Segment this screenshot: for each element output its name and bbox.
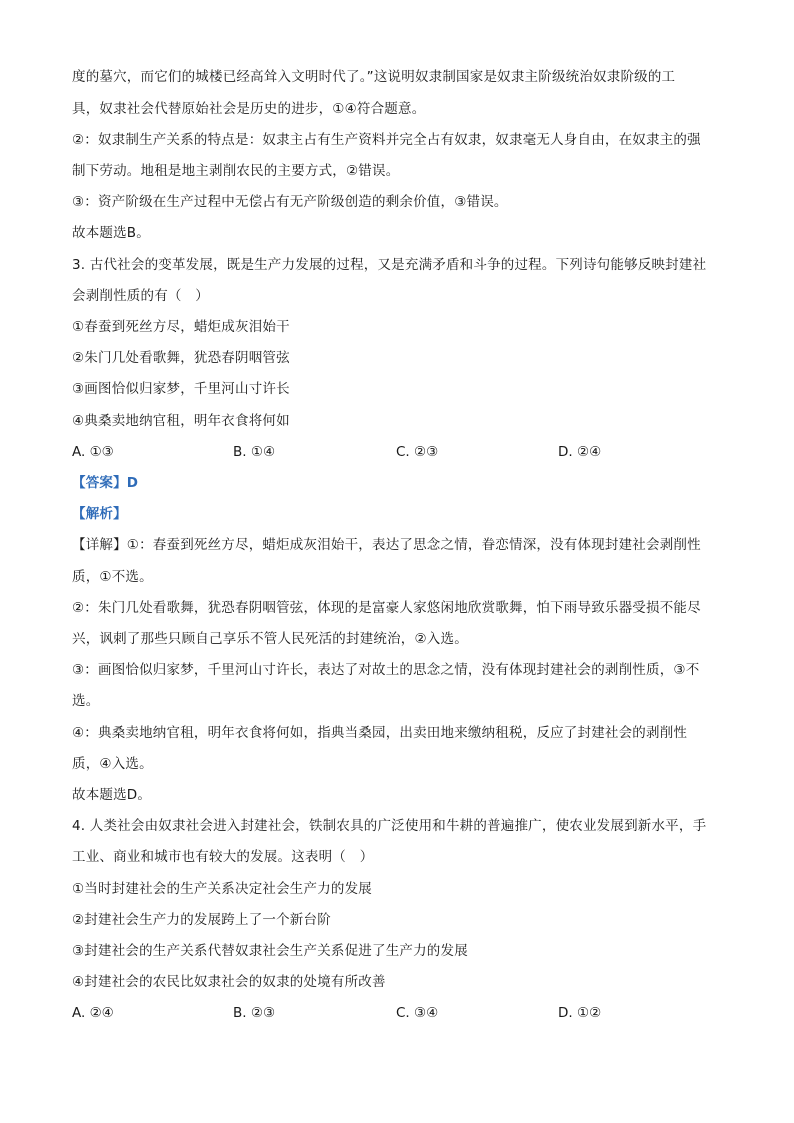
option-c: C. ②③ (396, 444, 439, 460)
detail-line: 兴，讽刺了那些只顾自己享乐不管人民死活的封建统治，②入选。 (72, 631, 468, 647)
text-line: ②：奴隶制生产关系的特点是：奴隶主占有生产资料并完全占有奴隶，奴隶毫无人身自由，在奴隶主的强 (72, 132, 701, 148)
text-line: 制下劳动。地租是地主剥削农民的主要方式，②错误。 (72, 163, 400, 179)
detail-line: 质，①不选。 (72, 569, 153, 585)
option-a: A. ②④ (72, 1005, 114, 1021)
answer-label: 【答案】D (72, 475, 139, 491)
text-line: 故本题选B。 (72, 225, 150, 241)
option-a: A. ①③ (72, 444, 114, 460)
detail-line: 选。 (72, 693, 100, 709)
question-3-options (72, 442, 732, 462)
question-4-options (72, 1003, 732, 1023)
option-d: D. ①② (558, 1005, 602, 1021)
text-line: ③：资产阶级在生产过程中无偿占有无产阶级创造的剩余价值，③错误。 (72, 194, 508, 210)
detail-line: 质，④入选。 (72, 756, 153, 772)
question-4-item: ③封建社会的生产关系代替奴隶社会生产关系促进了生产力的发展 (72, 943, 468, 959)
question-3-item: ①春蚕到死丝方尽，蜡炬成灰泪始干 (72, 319, 290, 335)
detail-line: ③：画图恰似归家梦，千里河山寸许长，表达了对故土的思念之情，没有体现封建社会的剥削性质，③不 (72, 662, 700, 678)
detail-line: 【详解】①：春蚕到死丝方尽，蜡炬成灰泪始干，表达了思念之情，眷恋情深，没有体现封建社会剥削性 (72, 537, 701, 553)
question-3-item: ③画图恰似归家梦，千里河山寸许长 (72, 381, 290, 397)
question-3-item: ②朱门几处看歌舞，犹恐春阴咽管弦 (72, 350, 290, 366)
question-3-stem: 3. 古代社会的变革发展，既是生产力发展的过程，又是充满矛盾和斗争的过程。下列诗句能够反映封建社 (72, 257, 707, 273)
detail-line: ④：典桑卖地纳官租，明年衣食将何如，指典当桑园，出卖田地来缴纳租税，反应了封建社会的剥削性 (72, 725, 688, 741)
analysis-label: 【解析】 (72, 506, 127, 522)
detail-line: 故本题选D。 (72, 787, 152, 803)
option-b: B. ②③ (233, 1005, 276, 1021)
option-d: D. ②④ (558, 444, 602, 460)
option-b: B. ①④ (233, 444, 276, 460)
question-4-stem: 4. 人类社会由奴隶社会进入封建社会，铁制农具的广泛使用和牛耕的普遍推广，使农业发展到新水平，手 (72, 818, 707, 834)
question-3-item: ④典桑卖地纳官租，明年衣食将何如 (72, 413, 290, 429)
detail-line: ②：朱门几处看歌舞，犹恐春阴咽管弦，体现的是富豪人家悠闲地欣赏歌舞，怕下雨导致乐器受损不能尽 (72, 600, 701, 616)
question-4-stem: 工业、商业和城市也有较大的发展。这表明（ ） (72, 849, 374, 865)
option-c: C. ③④ (396, 1005, 439, 1021)
text-line: 度的墓穴，而它们的城楼已经高耸入文明时代了。”这说明奴隶制国家是奴隶主阶级统治奴隶阶级的工 (72, 69, 676, 85)
question-3-stem: 会剥削性质的有（ ） (72, 288, 209, 304)
text-line: 具，奴隶社会代替原始社会是历史的进步，①④符合题意。 (72, 101, 426, 117)
question-4-item: ①当时封建社会的生产关系决定社会生产力的发展 (72, 881, 373, 897)
question-4-item: ②封建社会生产力的发展跨上了一个新台阶 (72, 912, 331, 928)
question-4-item: ④封建社会的农民比奴隶社会的奴隶的处境有所改善 (72, 974, 386, 990)
